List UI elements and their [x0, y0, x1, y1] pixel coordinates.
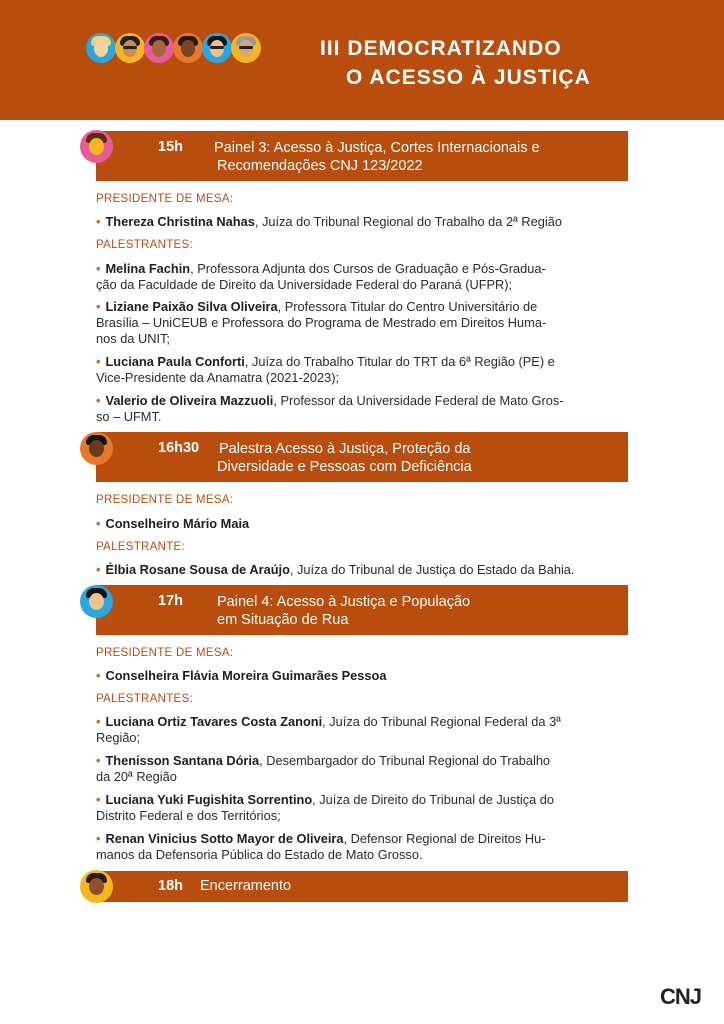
- session-time: 18h: [158, 878, 183, 894]
- session-time: 17h: [158, 593, 183, 609]
- president-entry: • Thereza Christina Nahas, Juíza do Tribunal Regional do Trabalho da 2ª Região: [96, 214, 562, 229]
- president-label: PRESIDENTE DE MESA:: [96, 647, 234, 659]
- person-name: Valerio de Oliveira Mazzuoli: [105, 393, 274, 408]
- president-entry: • Conselheira Flávia Moreira Guimarães Pessoa: [96, 668, 387, 683]
- speaker-entry: • Valerio de Oliveira Mazzuoli, Professor da Universidade Federal de Mato Gros- so – UFMT.: [96, 393, 564, 424]
- person-desc-cont: Região;: [96, 730, 141, 745]
- person-desc: , Juíza do Tribunal Regional Federal da 3ª: [322, 714, 561, 729]
- person-name: Thereza Christina Nahas: [105, 214, 255, 229]
- person-icon: [80, 130, 113, 163]
- president-label: PRESIDENTE DE MESA:: [96, 193, 234, 205]
- title-line-2: O ACESSO À JUSTIÇA: [346, 66, 591, 89]
- title-line-1: III DEMOCRATIZANDO: [320, 37, 562, 60]
- session-time: 16h30: [158, 440, 200, 456]
- avatar-row: [86, 33, 260, 63]
- person-name: Luciana Yuki Fugishita Sorrentino: [105, 792, 313, 807]
- speaker-entry: • Liziane Paixão Silva Oliveira, Professora Titular do Centro Universitário de Brasília – UniCEUB e Professora do Programa de Mestrado em Direitos Huma- nos da UNIT;: [96, 299, 547, 346]
- person-name: Liziane Paixão Silva Oliveira: [105, 299, 278, 314]
- person-desc-cont: nos da UNIT;: [96, 331, 170, 346]
- person-desc-cont: ção da Faculdade de Direito da Universidade Federal do Paraná (UFPR);: [96, 277, 513, 292]
- person-desc: , Professor da Universidade Federal de Mato Gros-: [273, 393, 564, 408]
- speaker-entry: • Renan Vinicius Sotto Mayor de Oliveira, Defensor Regional de Direitos Hu- manos da Defensoria Pública do Estado de Mato Grosso.: [96, 831, 546, 862]
- person-desc-cont: Distrito Federal e dos Territórios;: [96, 808, 281, 823]
- session-header-16h30: [96, 432, 628, 482]
- person-name: Luciana Ortiz Tavares Costa Zanoni: [105, 714, 323, 729]
- speaker-entry: • Luciana Paula Conforti, Juíza do Trabalho Titular do TRT da 6ª Região (PE) e Vice-Presidente da Anamatra (2021-2023);: [96, 354, 555, 385]
- person-name: Conselheira Flávia Moreira Guimarães Pessoa: [105, 668, 387, 683]
- person-name: Luciana Paula Conforti: [105, 354, 245, 369]
- avatar-2: [115, 33, 145, 63]
- header-banner: [0, 0, 724, 120]
- session-title: Encerramento: [200, 878, 292, 894]
- person-desc: , Professora Titular do Centro Universitário de: [277, 299, 538, 314]
- speaker-entry: • Luciana Ortiz Tavares Costa Zanoni, Juíza do Tribunal Regional Federal da 3ª Região;: [96, 714, 561, 745]
- event-title: [300, 34, 620, 92]
- person-desc: , Juíza de Direito do Tribunal de Justiça do: [312, 792, 555, 807]
- person-desc: , Juíza do Tribunal Regional do Trabalho da 2ª Região: [254, 214, 562, 229]
- person-name: Renan Vinicius Sotto Mayor de Oliveira: [105, 831, 344, 846]
- cnj-logo: CNJ: [660, 984, 702, 1009]
- person-desc: , Juíza do Trabalho Titular do TRT da 6ª Região (PE) e: [244, 354, 555, 369]
- person-icon: [80, 870, 113, 903]
- person-desc-cont: so – UFMT.: [96, 409, 162, 424]
- avatar-1: [86, 33, 116, 63]
- avatar-4: [173, 33, 203, 63]
- session-title-line-2: Diversidade e Pessoas com Deficiência: [217, 459, 472, 475]
- person-name: Melina Fachin: [105, 261, 191, 276]
- person-desc-cont: Vice-Presidente da Anamatra (2021-2023);: [96, 370, 340, 385]
- session-header-18h: [96, 871, 628, 902]
- session-title-line-1: Palestra Acesso à Justiça, Proteção da: [219, 441, 471, 457]
- speakers-label: PALESTRANTES:: [96, 693, 193, 705]
- person-desc-cont: Brasília – UniCEUB e Professora do Programa de Mestrado em Direitos Huma-: [96, 315, 547, 330]
- speaker-entry: • Thenisson Santana Dória, Desembargador do Tribunal Regional do Trabalho da 20ª Região: [96, 753, 551, 784]
- person-desc: , Professora Adjunta dos Cursos de Graduação e Pós-Gradua-: [190, 261, 546, 276]
- avatar-3: [144, 33, 174, 63]
- person-name: Thenisson Santana Dória: [105, 753, 260, 768]
- session-header-15h: [96, 131, 628, 181]
- speaker-entry: • Luciana Yuki Fugishita Sorrentino, Juíza de Direito do Tribunal de Justiça do Distrito Federal e dos Territórios;: [96, 792, 555, 823]
- president-entry: • Conselheiro Mário Maia: [96, 516, 250, 531]
- person-icon: [80, 585, 113, 618]
- speaker-entry: • Melina Fachin, Professora Adjunta dos Cursos de Graduação e Pós-Gradua- ção da Faculdade de Direito da Universidade Federal do Paraná (UFPR);: [96, 261, 546, 292]
- person-desc: , Defensor Regional de Direitos Hu-: [343, 831, 546, 846]
- session-title-line-1: Painel 4: Acesso à Justiça e População: [217, 594, 471, 610]
- session-time: 15h: [158, 139, 183, 155]
- person-desc: , Desembargador do Tribunal Regional do Trabalho: [259, 753, 551, 768]
- session-header-17h: [96, 585, 628, 635]
- person-name: Conselheiro Mário Maia: [105, 516, 250, 531]
- session-title-line-2: em Situação de Rua: [217, 612, 349, 628]
- speaker-entry: • Élbia Rosane Sousa de Araújo, Juíza do Tribunal de Justiça do Estado da Bahia.: [96, 562, 575, 577]
- person-desc-cont: da 20ª Região: [96, 769, 177, 784]
- person-icon: [80, 432, 113, 465]
- avatar-6: [231, 33, 261, 63]
- person-desc: , Juíza do Tribunal de Justiça do Estado da Bahia.: [289, 562, 575, 577]
- session-title-line-2: Recomendações CNJ 123/2022: [217, 158, 423, 174]
- session-title-line-1: Painel 3: Acesso à Justiça, Cortes Internacionais e: [214, 140, 540, 156]
- person-desc-cont: manos da Defensoria Pública do Estado de Mato Grosso.: [96, 847, 423, 862]
- person-name: Élbia Rosane Sousa de Araújo: [105, 562, 290, 577]
- speakers-label: PALESTRANTE:: [96, 541, 186, 553]
- speakers-label: PALESTRANTES:: [96, 239, 193, 251]
- president-label: PRESIDENTE DE MESA:: [96, 494, 234, 506]
- avatar-5: [202, 33, 232, 63]
